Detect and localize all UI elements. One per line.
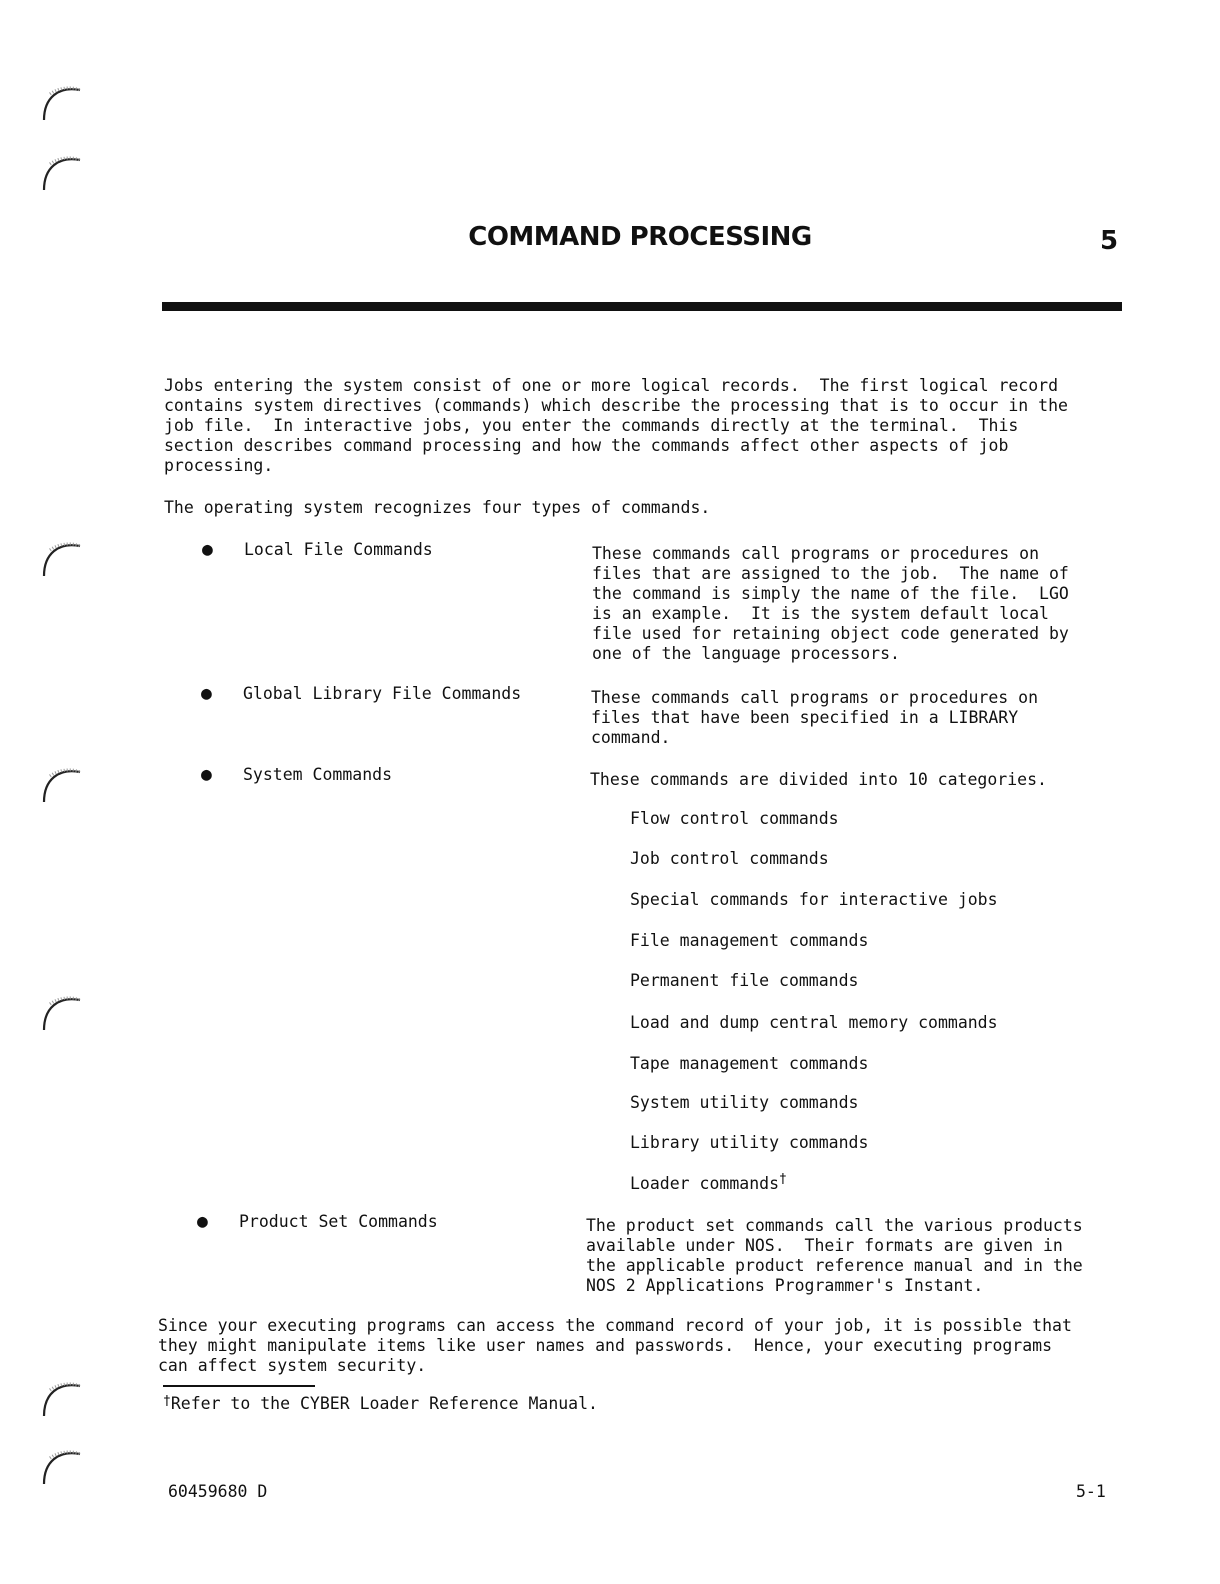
bullet-icon: ●: [201, 764, 212, 785]
list-item: File management commands: [630, 931, 869, 950]
bullet-icon: ●: [197, 1211, 208, 1232]
list-item: Special commands for interactive jobs: [630, 890, 998, 909]
bullet-icon: ●: [202, 539, 213, 560]
desc-product-set-commands: The product set commands call the various products available under NOS. Their formats are given in the applicable product reference manual and in the NOS 2 Applications Programmer's Instant.: [586, 1216, 1083, 1295]
binder-hole-icon: [40, 762, 86, 808]
list-item: Load and dump central memory commands: [630, 1013, 998, 1032]
footnote-text: Refer to the CYBER Loader Reference Manual.: [170, 1394, 598, 1413]
footnote: [163, 1394, 598, 1416]
list-item: Library utility commands: [630, 1133, 869, 1152]
binder-hole-icon: [40, 536, 86, 582]
binder-hole-icon: [40, 80, 86, 126]
intro-paragraph: Jobs entering the system consist of one or more logical records. The first logical record contains system directives (commands) which describe the processing that is to occur in the job file. In interactive jobs, you enter the commands directly at the terminal. This section describes command processing and how the commands affect other aspects of job processing.: [164, 376, 1068, 475]
bullet-icon: ●: [201, 683, 212, 704]
closing-paragraph: Since your executing programs can access the command record of your job, it is possible that they might manipulate items like user names and passwords. Hence, your executing programs can affect system security.: [158, 1316, 1072, 1375]
list-item: System utility commands: [630, 1093, 859, 1112]
desc-global-library-file-commands: These commands call programs or procedures on files that have been specified in a LIBRARY command.: [591, 688, 1039, 747]
section-number: 5: [1100, 226, 1119, 256]
list-item: [630, 1174, 787, 1196]
list-item: Tape management commands: [630, 1054, 869, 1073]
desc-local-file-commands: These commands call programs or procedures on files that are assigned to the job. The name of the command is simply the name of the file. LGO is an example. It is the system default local file used for retaining object code generated by one of the language processors.: [592, 544, 1069, 663]
term-product-set-commands: Product Set Commands: [239, 1212, 438, 1231]
binder-hole-icon: [40, 990, 86, 1036]
loader-commands-label: Loader commands: [630, 1174, 780, 1193]
binder-hole-icon: [40, 1444, 86, 1490]
list-item: Permanent file commands: [630, 971, 859, 990]
list-item: Flow control commands: [630, 809, 839, 828]
document-number: 60459680 D: [168, 1482, 268, 1501]
page-title: COMMAND PROCESSING: [468, 222, 812, 252]
desc-system-commands: These commands are divided into 10 categories.: [590, 770, 1047, 789]
footnote-marker: †: [779, 1172, 787, 1187]
binder-hole-icon: [40, 1376, 86, 1422]
footnote-rule: [163, 1385, 315, 1387]
binder-hole-icon: [40, 150, 86, 196]
term-global-library-file-commands: Global Library File Commands: [243, 684, 522, 703]
footnote-dagger: †: [163, 1394, 171, 1409]
term-local-file-commands: Local File Commands: [244, 540, 433, 559]
term-system-commands: System Commands: [243, 765, 393, 784]
list-item: Job control commands: [630, 849, 829, 868]
types-intro-paragraph: The operating system recognizes four types of commands.: [164, 498, 711, 517]
header-rule: [162, 302, 1122, 311]
page-number: 5-1: [1076, 1482, 1106, 1501]
